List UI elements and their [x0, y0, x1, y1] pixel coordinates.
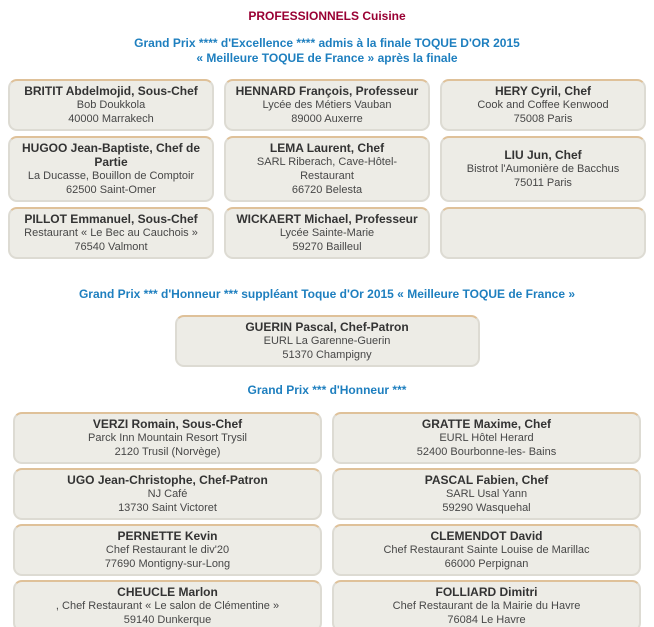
result-card [332, 524, 641, 576]
location: 52400 Bourbonne-les- Bains [416, 446, 557, 458]
location: 75011 Paris [514, 177, 572, 189]
establishment: EURL La Garenne-Guerin [263, 335, 391, 347]
location: 66000 Perpignan [444, 558, 529, 570]
person-name: PILLOT Emmanuel, Sous-Chef [24, 212, 198, 226]
person-name: GUERIN Pascal, Chef-Patron [245, 320, 409, 334]
person-name: GRATTE Maxime, Chef [421, 417, 552, 431]
establishment: Chef Restaurant de la Mairie du Havre [392, 600, 581, 612]
person-name: UGO Jean-Christophe, Chef-Patron [67, 473, 268, 487]
result-card [8, 207, 214, 259]
establishment: Chef Restaurant Sainte Louise de Marillac [383, 544, 590, 556]
result-card [13, 412, 322, 464]
establishment: Cook and Coffee Kenwood [477, 99, 609, 111]
result-card [224, 207, 430, 259]
result-card [224, 136, 430, 202]
heading-line: « Meilleure TOQUE de France » après la finale [196, 51, 458, 65]
person-name: CLEMENDOT David [430, 529, 543, 543]
location: 62500 Saint-Omer [66, 184, 156, 196]
result-card [224, 79, 430, 131]
establishment: EURL Hôtel Herard [439, 432, 534, 444]
establishment: Lycée des Métiers Vauban [262, 99, 392, 111]
location: 75008 Paris [513, 113, 573, 125]
result-card [13, 580, 322, 627]
person-name: VERZI Romain, Sous-Chef [92, 417, 243, 431]
result-card [13, 524, 322, 576]
result-card [440, 79, 646, 131]
result-card [440, 136, 646, 202]
person-name: LIU Jun, Chef [504, 148, 582, 162]
person-name: LEMA Laurent, Chef [269, 141, 385, 155]
section-heading-excellence [0, 36, 654, 66]
person-name: PASCAL Fabien, Chef [424, 473, 549, 487]
establishment: Lycée Sainte-Marie [279, 227, 375, 239]
establishment: Bistrot l'Aumonière de Bacchus [466, 163, 620, 175]
location: 59270 Bailleul [292, 241, 362, 253]
location: 89000 Auxerre [291, 113, 363, 125]
person-name: FOLLIARD Dimitri [435, 585, 538, 599]
location: 2120 Trusil (Norvège) [114, 446, 221, 458]
establishment: , Chef Restaurant « Le salon de Clémentine » [55, 600, 280, 612]
person-name: BRITIT Abdelmojid, Sous-Chef [24, 84, 198, 98]
result-card [175, 315, 480, 367]
establishment: NJ Café [147, 488, 188, 500]
results-grid-excellence [8, 79, 646, 259]
person-name: CHEUCLE Marlon [117, 585, 218, 599]
location: 76084 Le Havre [447, 614, 526, 626]
location: 51370 Champigny [282, 349, 372, 361]
section-heading-honneur [0, 383, 654, 398]
result-card [8, 136, 214, 202]
page-title: PROFESSIONNELS Cuisine [248, 9, 406, 23]
establishment: Parck Inn Mountain Resort Trysil [88, 432, 247, 444]
establishment: Restaurant « Le Bec au Cauchois » [24, 227, 198, 239]
heading-line: Grand Prix *** d'Honneur *** [247, 383, 407, 397]
person-name: HUGOO Jean-Baptiste, Chef de Partie [21, 141, 201, 169]
establishment: Bob Doukkola [76, 99, 146, 111]
result-card [332, 412, 641, 464]
location: 40000 Marrakech [68, 113, 154, 125]
location: 13730 Saint Victoret [118, 502, 217, 514]
location: 59140 Dunkerque [123, 614, 212, 626]
person-name: HENNARD François, Professeur [235, 84, 419, 98]
result-card [13, 468, 322, 520]
establishment: Chef Restaurant le div'20 [105, 544, 230, 556]
location: 66720 Belesta [291, 184, 363, 196]
results-grid-honneur [13, 412, 641, 627]
establishment: SARL Riberach, Cave-Hôtel-Restaurant [256, 156, 398, 182]
result-card [332, 468, 641, 520]
location: 76540 Valmont [74, 241, 148, 253]
establishment: La Ducasse, Bouillon de Comptoir [27, 170, 195, 182]
results-single-suppleant [0, 315, 654, 367]
location: 59290 Wasquehal [442, 502, 531, 514]
section-heading-honneur-suppleant [0, 287, 654, 302]
establishment: SARL Usal Yann [445, 488, 528, 500]
result-card [332, 580, 641, 627]
person-name: WICKAERT Michael, Professeur [236, 212, 418, 226]
heading-line: Grand Prix **** d'Excellence **** admis à la finale TOQUE D'OR 2015 [134, 36, 520, 50]
location: 77690 Montigny-sur-Long [104, 558, 231, 570]
result-card [8, 79, 214, 131]
person-name: PERNETTE Kevin [117, 529, 218, 543]
person-name: HERY Cyril, Chef [494, 84, 592, 98]
result-card-empty [440, 207, 646, 259]
heading-line: Grand Prix *** d'Honneur *** suppléant Toque d'Or 2015 « Meilleure TOQUE de France » [78, 287, 576, 301]
